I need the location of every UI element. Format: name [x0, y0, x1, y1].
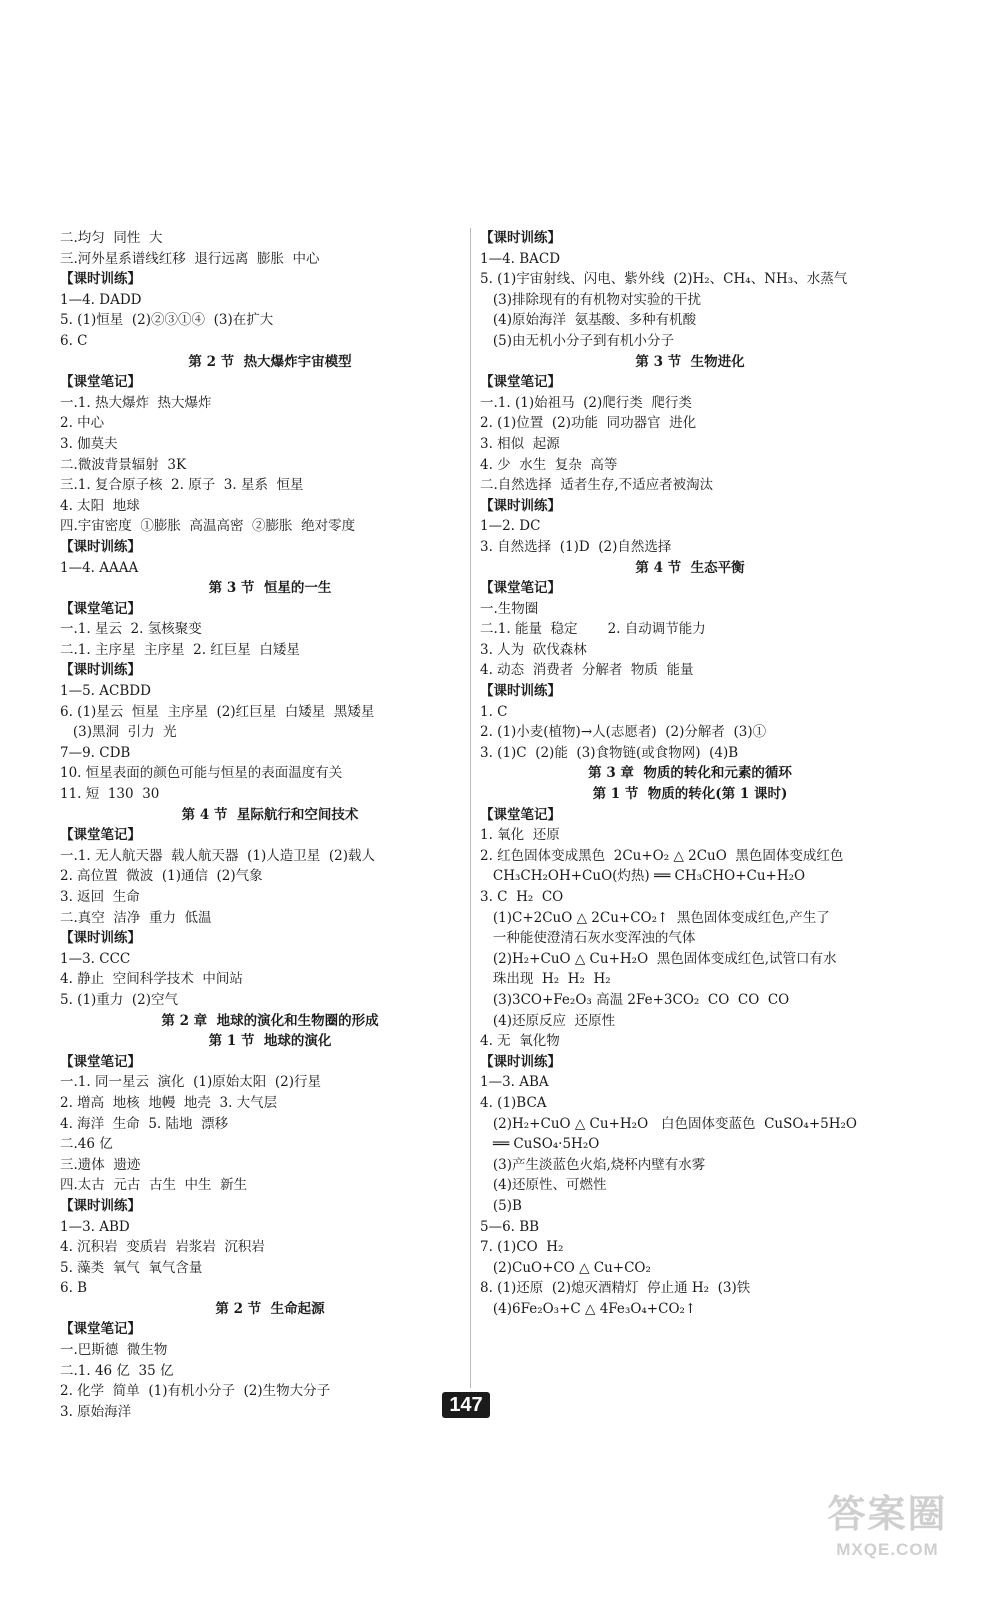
answer-line: 2. 红色固体变成黑色 2Cu+O₂ △ 2CuO 黑色固体变成红色 — [480, 847, 844, 864]
answer-line: 一.1. (1)始祖马 (2)爬行类 爬行类 — [480, 394, 692, 411]
answer-line: 二.真空 洁净 重力 低温 — [60, 909, 212, 926]
section-tag: 【课时训练】 — [60, 271, 141, 288]
section-heading: 第 3 章 物质的转化和元素的循环 — [588, 765, 792, 782]
answer-line: 3. 原始海洋 — [60, 1403, 132, 1420]
right-column — [480, 228, 900, 1319]
section-tag: 【课堂笔记】 — [60, 1053, 141, 1070]
section-tag: 【课堂笔记】 — [480, 806, 561, 823]
watermark-text: 答案圈 — [827, 1494, 948, 1536]
answer-line: 4. 无 氧化物 — [480, 1033, 560, 1050]
answer-line: 二.46 亿 — [60, 1136, 113, 1153]
section-tag: 【课堂笔记】 — [60, 1321, 141, 1338]
answer-line: 二.微波背景辐射 3K — [60, 456, 187, 473]
answer-line: 1—4. AAAA — [60, 559, 139, 576]
answer-line: (3)产生淡蓝色火焰,烧杯内壁有水雾 — [480, 1156, 706, 1173]
section-heading: 第 2 节 热大爆炸宇宙模型 — [188, 353, 352, 370]
answer-line: 4. 沉积岩 变质岩 岩浆岩 沉积岩 — [60, 1239, 265, 1256]
answer-line: 二.均匀 同性 大 — [60, 230, 163, 246]
section-tag: 【课堂笔记】 — [60, 374, 141, 391]
answer-line: 5. (1)恒星 (2)②③①④ (3)在扩大 — [60, 312, 274, 329]
section-tag: 【课时训练】 — [60, 1197, 141, 1214]
section-tag: 【课堂笔记】 — [480, 580, 561, 597]
answer-line: 3. 自然选择 (1)D (2)自然选择 — [480, 538, 672, 555]
answer-line: 3. C H₂ CO — [480, 889, 564, 905]
section-tag: 【课堂笔记】 — [60, 600, 141, 617]
answer-line: ══ CuSO₄·5H₂O — [480, 1136, 600, 1153]
answer-line: 一.巴斯德 微生物 — [60, 1342, 168, 1359]
column-divider — [470, 228, 471, 1388]
answer-line: 二.1. 主序星 主序星 2. 红巨星 白矮星 — [60, 641, 300, 658]
answer-line: 三.遗体 遗迹 — [60, 1156, 141, 1173]
answer-line: 6. (1)星云 恒星 主序星 (2)红巨星 白矮星 黑矮星 — [60, 703, 375, 720]
answer-line: 3. 伽莫夫 — [60, 435, 118, 452]
answer-line: 4. 太阳 地球 — [60, 497, 140, 514]
answer-line: 4. (1)BCA — [480, 1094, 547, 1111]
section-heading: 第 2 章 地球的演化和生物圈的形成 — [161, 1012, 379, 1029]
answer-line: 二.1. 46 亿 35 亿 — [60, 1362, 174, 1379]
answer-line: 二.自然选择 适者生存,不适应者被淘汰 — [480, 477, 714, 494]
answer-line: 5. (1)宇宙射线、闪电、紫外线 (2)H₂、CH₄、NH₃、水蒸气 — [480, 271, 848, 288]
page-number: 147 — [442, 1392, 490, 1418]
answer-line: 4. 少 水生 复杂 高等 — [480, 456, 618, 473]
answer-line: 二.1. 能量 稳定 2. 自动调节能力 — [480, 621, 706, 638]
answer-line: (4)还原反应 还原性 — [480, 1012, 616, 1029]
answer-line: 8. (1)还原 (2)熄灭酒精灯 停止通 H₂ (3)铁 — [480, 1280, 751, 1297]
section-tag: 【课堂笔记】 — [480, 374, 561, 391]
answer-line: (4)还原性、可燃性 — [480, 1177, 607, 1194]
answer-line: CH₃CH₂OH+CuO(灼热) ══ CH₃CHO+Cu+H₂O — [480, 868, 806, 885]
answer-line: 11. 短 130 30 — [60, 786, 160, 803]
answer-line: 四.太古 元古 古生 中生 新生 — [60, 1177, 248, 1194]
answer-line: 一.1. 热大爆炸 热大爆炸 — [60, 394, 212, 411]
section-tag: 【课时训练】 — [60, 662, 141, 679]
answer-line: (2)H₂+CuO △ Cu+H₂O 白色固体变蓝色 CuSO₄+5H₂O — [480, 1115, 857, 1132]
answer-line: 3. 相似 起源 — [480, 435, 560, 452]
section-tag: 【课时训练】 — [480, 497, 561, 514]
answer-line: 5—6. BB — [480, 1218, 540, 1235]
answer-line: 2. 高位置 微波 (1)通信 (2)气象 — [60, 868, 263, 885]
answer-line: 一.1. 同一星云 演化 (1)原始太阳 (2)行星 — [60, 1074, 321, 1091]
section-tag: 【课时训练】 — [480, 1053, 561, 1070]
section-tag: 【课时训练】 — [480, 683, 561, 700]
answer-line: (4)原始海洋 氨基酸、多种有机酸 — [480, 312, 697, 329]
answer-line: 2. (1)位置 (2)功能 同功器官 进化 — [480, 415, 697, 432]
answer-line: (3)黑洞 引力 光 — [60, 724, 177, 741]
answer-line: 6. B — [60, 1280, 88, 1297]
answer-line: 2. (1)小麦(植物)→人(志愿者) (2)分解者 (3)① — [480, 724, 767, 741]
answer-line: 7. (1)CO H₂ — [480, 1239, 564, 1256]
watermark-url: MXQE.COM — [836, 1540, 939, 1559]
answer-line: 4. 静止 空间科学技术 中间站 — [60, 971, 243, 988]
answer-line: 三.1. 复合原子核 2. 原子 3. 星系 恒星 — [60, 477, 304, 494]
answer-line: 2. 化学 简单 (1)有机小分子 (2)生物大分子 — [60, 1383, 331, 1400]
answer-line: 一.1. 星云 2. 氢核聚变 — [60, 621, 202, 638]
answer-line: (4)6Fe₂O₃+C △ 4Fe₃O₄+CO₂↑ — [480, 1300, 697, 1317]
section-heading: 第 4 节 生态平衡 — [635, 559, 745, 576]
section-heading: 第 3 节 生物进化 — [635, 353, 745, 370]
answer-line: 1—5. ACBDD — [60, 683, 151, 700]
answer-line: 7—9. CDB — [60, 744, 131, 761]
answer-line: 1—3. ABA — [480, 1074, 549, 1091]
answer-line: (2)CuO+CO △ Cu+CO₂ — [480, 1259, 651, 1276]
answer-line: 3. 人为 砍伐森林 — [480, 641, 587, 658]
answer-line: 4. 海洋 生命 5. 陆地 漂移 — [60, 1115, 229, 1132]
answer-line: 三.河外星系谱线红移 退行远离 膨胀 中心 — [60, 250, 320, 267]
answer-line: 5. 藻类 氧气 氧气含量 — [60, 1259, 203, 1276]
answer-line: 一种能使澄清石灰水变浑浊的气体 — [480, 930, 696, 947]
answer-line: 10. 恒星表面的颜色可能与恒星的表面温度有关 — [60, 765, 343, 782]
watermark-logo — [805, 1492, 970, 1572]
answer-line: 2. 增高 地核 地幔 地壳 3. 大气层 — [60, 1094, 278, 1111]
answer-line: (3)排除现有的有机物对实验的干扰 — [480, 291, 701, 308]
answer-line: 6. C — [60, 332, 88, 349]
section-tag: 【课时训练】 — [60, 930, 141, 947]
answer-line: 一.1. 无人航天器 载人航天器 (1)人造卫星 (2)载人 — [60, 847, 375, 864]
section-tag: 【课时训练】 — [60, 538, 141, 555]
section-tag: 【课堂笔记】 — [60, 827, 141, 844]
answer-line: 3. 返回 生命 — [60, 889, 140, 905]
answer-line: 珠出现 H₂ H₂ H₂ — [480, 971, 611, 988]
answer-line: 四.宇宙密度 ①膨胀 高温高密 ②膨胀 绝对零度 — [60, 518, 356, 535]
answer-line: (3)3CO+Fe₂O₃ 高温 2Fe+3CO₂ CO CO CO — [480, 991, 790, 1008]
section-tag: 【课时训练】 — [480, 230, 561, 246]
answer-line: (5)B — [480, 1197, 522, 1214]
section-heading: 第 1 节 物质的转化(第 1 课时) — [592, 786, 788, 803]
section-heading: 第 1 节 地球的演化 — [208, 1033, 332, 1050]
answer-line: 1—3. CCC — [60, 950, 131, 967]
answer-line: 3. (1)C (2)能 (3)食物链(或食物网) (4)B — [480, 744, 739, 761]
answer-line: 5. (1)重力 (2)空气 — [60, 991, 178, 1008]
answer-line: (5)由无机小分子到有机小分子 — [480, 332, 674, 349]
answer-line: 1—2. DC — [480, 518, 541, 535]
answer-line: 4. 动态 消费者 分解者 物质 能量 — [480, 662, 694, 679]
answer-line: 1. 氧化 还原 — [480, 827, 560, 844]
answer-line: 一.生物圈 — [480, 600, 539, 617]
answer-line: 1. C — [480, 703, 508, 720]
left-column — [60, 228, 480, 1422]
answer-line: 1—4. BACD — [480, 250, 561, 267]
answer-line: (2)H₂+CuO △ Cu+H₂O 黑色固体变成红色,试管口有水 — [480, 950, 837, 967]
answer-line: 1—4. DADD — [60, 291, 142, 308]
section-heading: 第 3 节 恒星的一生 — [208, 580, 332, 597]
section-heading: 第 4 节 星际航行和空间技术 — [181, 806, 359, 823]
section-heading: 第 2 节 生命起源 — [215, 1300, 325, 1317]
answer-line: 1—3. ABD — [60, 1218, 130, 1235]
answer-line: (1)C+2CuO △ 2Cu+CO₂↑ 黑色固体变成红色,产生了 — [480, 909, 830, 926]
answer-line: 2. 中心 — [60, 415, 105, 432]
